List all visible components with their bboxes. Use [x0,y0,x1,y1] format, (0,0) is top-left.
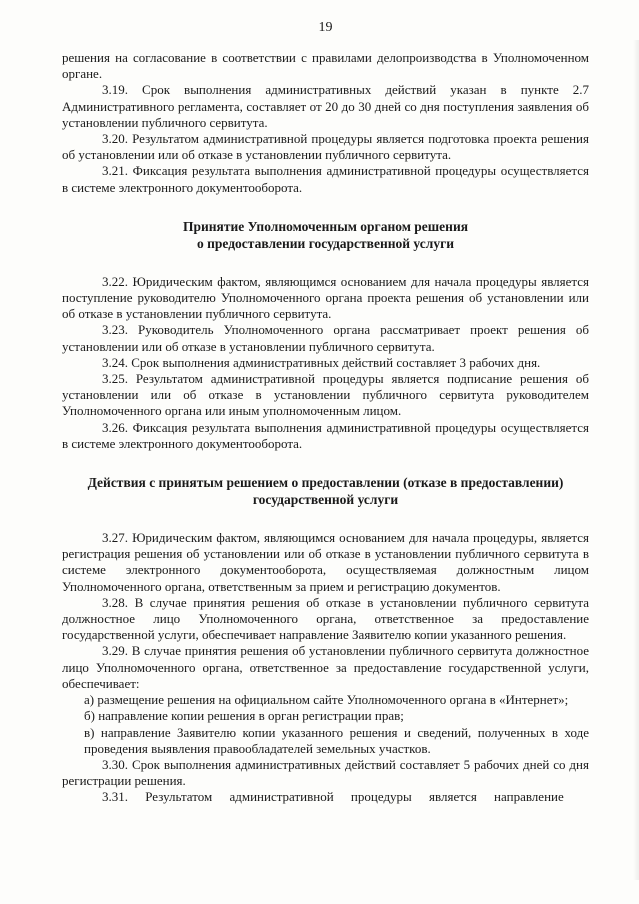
paragraph-3-24: 3.24. Срок выполнения административных действий составляет 3 рабочих дня. [102,354,541,370]
section-heading-actions [62,474,589,508]
paragraph-3-28: 3.28. В случае принятия решения об отказе в установлении публичного сервитута должностное лицо Уполномоченного органа, ответственное за предоставление государственной услуги, обеспечивает направление Заявителю копии указанного решения. [62,594,589,643]
section-heading-line: Принятие Уполномоченным органом решения [182,218,469,234]
paragraph-3-27: 3.27. Юридическим фактом, являющимся основанием для начала процедуры, является регистрация решения об установлении или об отказе в установлении публичного сервитута в системе электронного документооборота, осуществляемая должностным лицом Уполномоченного органа, ответственным за прием и регистрацию документов. [62,530,589,594]
paragraph-3-19: 3.19. Срок выполнения административных действий указан в пункте 2.7 Административного регламента, составляет от 20 до 30 дней со дня поступления заявления об установлении публичного сервитута. [62,82,589,130]
paragraph-3-26: 3.26. Фиксация результата выполнения административной процедуры осуществляется в системе электронного документооборота. [62,419,589,451]
list-item-b: б) направление копии решения в орган регистрации прав; [84,708,404,724]
paragraph-3-25: 3.25. Результатом административной процедуры является подписание решения об установлении или об отказе в установлении публичного сервитута руководителем Уполномоченного органа или иным уполномоченным лицом. [62,371,589,419]
page-number: 19 [318,20,333,35]
section-heading-line: государственной услуги [252,492,399,508]
paragraph-3-20: 3.20. Результатом административной процедуры является подготовка проекта решения об установлении или об отказе в установлении публичного сервитута. [62,131,589,163]
paragraph-3-21: 3.21. Фиксация результата выполнения административной процедуры осуществляется в системе электронного документооборота. [62,163,589,195]
paragraph-3-31: 3.31. Результатом административной процедуры является направление [102,789,564,805]
scan-edge-shadow [633,40,639,880]
paragraph-3-23: 3.23. Руководитель Уполномоченного органа рассматривает проект решения об установлении или об отказе в установлении публичного сервитута. [62,322,589,354]
section-heading-decision [62,218,589,252]
section-heading-line: о предоставлении государственной услуги [196,235,454,251]
list-item-a: а) размещение решения на официальном сайте Уполномоченного органа в «Интернет»; [84,692,569,708]
paragraph-3-29: 3.29. В случае принятия решения об установлении публичного сервитута должностное лицо Уполномоченного органа, ответственное за предоставление государственной услуги, обеспечивает: [62,643,589,691]
paragraph-3-22: 3.22. Юридическим фактом, являющимся основанием для начала процедуры является поступление руководителю Уполномоченного органа проекта решения об установлении или об отказе в установлении публичного сервитута. [62,273,589,322]
list-item-c: в) направление Заявителю копии указанного решения и сведений, полученных в ходе проведения выявления правообладателей земельных участков. [84,724,589,756]
paragraph-continuation: решения на согласование в соответствии с правилами делопроизводства в Уполномоченном органе. [62,50,589,82]
paragraph-3-30: 3.30. Срок выполнения административных действий составляет 5 рабочих дней со дня регистрации решения. [62,756,589,789]
section-heading-line: Действия с принятым решением о предоставлении (отказе в предоставлении) [87,475,564,491]
